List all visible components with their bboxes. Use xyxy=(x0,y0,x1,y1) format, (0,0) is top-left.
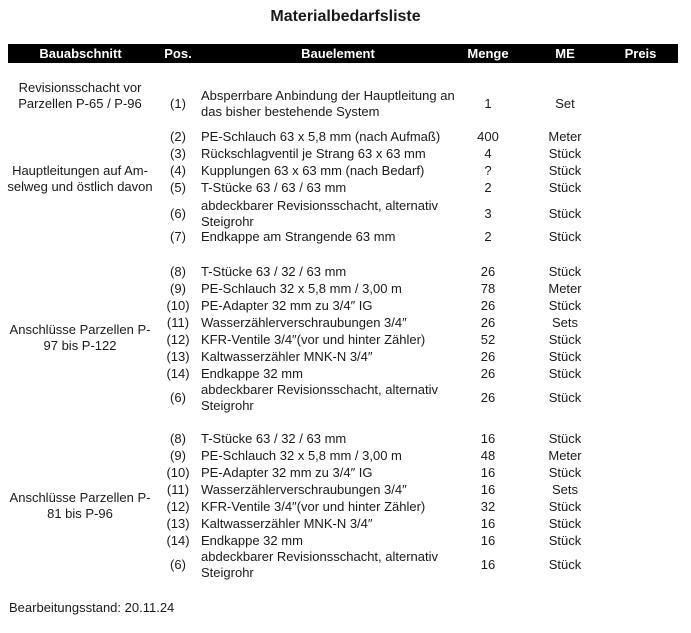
row-element: Endkappe 32 mm xyxy=(201,533,303,548)
row-unit: Stück xyxy=(548,264,582,279)
row-unit: Meter xyxy=(548,129,582,144)
row-element: KFR-Ventile 3/4″(vor und hinter Zähler) xyxy=(201,499,426,514)
row-unit: Stück xyxy=(548,533,582,548)
section-label: Anschlüsse Parzellen P-97 bis P-122 xyxy=(9,322,151,353)
row-qty: 16 xyxy=(480,516,496,531)
row-unit: Stück xyxy=(548,516,582,531)
row-pos: (12) xyxy=(166,499,190,514)
row-pos: (13) xyxy=(166,516,190,531)
row-pos: (5) xyxy=(170,180,186,195)
row-qty: 16 xyxy=(480,465,496,480)
section-label: Anschlüsse Parzellen P-81 bis P-96 xyxy=(9,490,151,521)
row-unit: Stück xyxy=(548,390,582,405)
row-unit: Stück xyxy=(548,499,582,514)
row-qty: 2 xyxy=(484,180,492,195)
row-element: T-Stücke 63 / 63 / 63 mm xyxy=(201,180,347,195)
row-unit: Stück xyxy=(548,206,582,221)
row-unit: Stück xyxy=(548,229,582,244)
row-pos: (8) xyxy=(170,431,186,446)
row-element: KFR-Ventile 3/4″(vor und hinter Zähler) xyxy=(201,332,426,347)
row-unit: Stück xyxy=(548,431,582,446)
row-qty: 26 xyxy=(480,264,496,279)
row-qty: 16 xyxy=(480,557,496,572)
row-qty: 2 xyxy=(484,229,492,244)
row-pos: (4) xyxy=(170,163,186,178)
row-qty: 400 xyxy=(477,129,499,144)
column-header-element: Bauelement xyxy=(301,46,375,61)
row-qty: 16 xyxy=(480,431,496,446)
row-element: PE-Adapter 32 mm zu 3/4″ IG xyxy=(201,465,373,480)
row-element: Endkappe 32 mm xyxy=(201,366,303,381)
row-pos: (9) xyxy=(170,448,186,463)
row-qty: ? xyxy=(484,163,492,178)
page-title: Materialbedarfsliste xyxy=(270,8,421,25)
column-header-pos: Pos. xyxy=(164,46,192,61)
row-element: abdeckbarer Revisionsschacht, alternativ Steigrohr xyxy=(201,549,439,580)
row-pos: (8) xyxy=(170,264,186,279)
row-element: PE-Adapter 32 mm zu 3/4″ IG xyxy=(201,298,373,313)
row-element: Wasserzählerverschraubungen 3/4″ xyxy=(201,315,407,330)
row-element: abdeckbarer Revisionsschacht, alternativ Steigrohr xyxy=(201,198,439,229)
row-element: Wasserzählerverschraubungen 3/4″ xyxy=(201,482,407,497)
row-unit: Stück xyxy=(548,557,582,572)
column-header-price: Preis xyxy=(624,46,657,61)
row-qty: 4 xyxy=(484,146,492,161)
row-element: Kaltwasserzähler MNK-N 3/4″ xyxy=(201,349,373,364)
row-pos: (10) xyxy=(166,465,190,480)
row-pos: (11) xyxy=(166,315,190,330)
row-pos: (9) xyxy=(170,281,186,296)
section-label: Revisionsschacht vor Parzellen P-65 / P-96 xyxy=(18,80,142,111)
row-unit: Stück xyxy=(548,298,582,313)
section-label: Hauptleitungen auf Am-selweg und östlich davon xyxy=(7,163,153,194)
row-element: Endkappe am Strangende 63 mm xyxy=(201,229,396,244)
row-pos: (11) xyxy=(166,482,190,497)
column-header-unit: ME xyxy=(555,46,575,61)
row-unit: Sets xyxy=(551,482,578,497)
row-pos: (7) xyxy=(170,229,186,244)
row-qty: 26 xyxy=(480,390,496,405)
row-pos: (3) xyxy=(170,146,186,161)
row-qty: 52 xyxy=(480,332,496,347)
row-element: Absperrbare Anbindung der Hauptleitung an das bisher bestehende System xyxy=(201,88,455,119)
row-element: Kupplungen 63 x 63 mm (nach Bedarf) xyxy=(201,163,425,178)
row-pos: (2) xyxy=(170,129,186,144)
row-unit: Stück xyxy=(548,163,582,178)
row-unit: Meter xyxy=(548,448,582,463)
row-qty: 16 xyxy=(480,482,496,497)
row-unit: Set xyxy=(555,96,575,111)
row-unit: Stück xyxy=(548,332,582,347)
table-header xyxy=(8,44,678,63)
column-header-section: Bauabschnitt xyxy=(39,46,122,61)
row-pos: (12) xyxy=(166,332,190,347)
row-pos: (1) xyxy=(170,96,186,111)
row-pos: (6) xyxy=(170,557,186,572)
row-element: PE-Schlauch 63 x 5,8 mm (nach Aufmaß) xyxy=(201,129,441,144)
row-qty: 78 xyxy=(480,281,496,296)
row-qty: 16 xyxy=(480,533,496,548)
row-pos: (6) xyxy=(170,390,186,405)
edit-status: Bearbeitungsstand: 20.11.24 xyxy=(9,600,175,615)
row-element: Rückschlagventil je Strang 63 x 63 mm xyxy=(201,146,426,161)
row-qty: 48 xyxy=(480,448,496,463)
row-qty: 26 xyxy=(480,366,496,381)
row-qty: 26 xyxy=(480,349,496,364)
row-element: T-Stücke 63 / 32 / 63 mm xyxy=(201,431,347,446)
row-element: PE-Schlauch 32 x 5,8 mm / 3,00 m xyxy=(201,448,402,463)
row-qty: 26 xyxy=(480,298,496,313)
row-qty: 1 xyxy=(484,96,492,111)
row-unit: Stück xyxy=(548,146,582,161)
row-pos: (14) xyxy=(166,366,190,381)
row-element: PE-Schlauch 32 x 5,8 mm / 3,00 m xyxy=(201,281,402,296)
row-element: Kaltwasserzähler MNK-N 3/4″ xyxy=(201,516,373,531)
row-qty: 32 xyxy=(480,499,496,514)
column-header-qty: Menge xyxy=(467,46,509,61)
row-pos: (6) xyxy=(170,206,186,221)
row-unit: Stück xyxy=(548,180,582,195)
row-qty: 3 xyxy=(484,206,492,221)
row-pos: (13) xyxy=(166,349,190,364)
row-unit: Stück xyxy=(548,366,582,381)
row-pos: (10) xyxy=(166,298,190,313)
row-pos: (14) xyxy=(166,533,190,548)
row-unit: Sets xyxy=(551,315,578,330)
row-qty: 26 xyxy=(480,315,496,330)
row-element: T-Stücke 63 / 32 / 63 mm xyxy=(201,264,347,279)
row-unit: Meter xyxy=(548,281,582,296)
row-element: abdeckbarer Revisionsschacht, alternativ Steigrohr xyxy=(201,382,439,413)
row-unit: Stück xyxy=(548,349,582,364)
row-unit: Stück xyxy=(548,465,582,480)
